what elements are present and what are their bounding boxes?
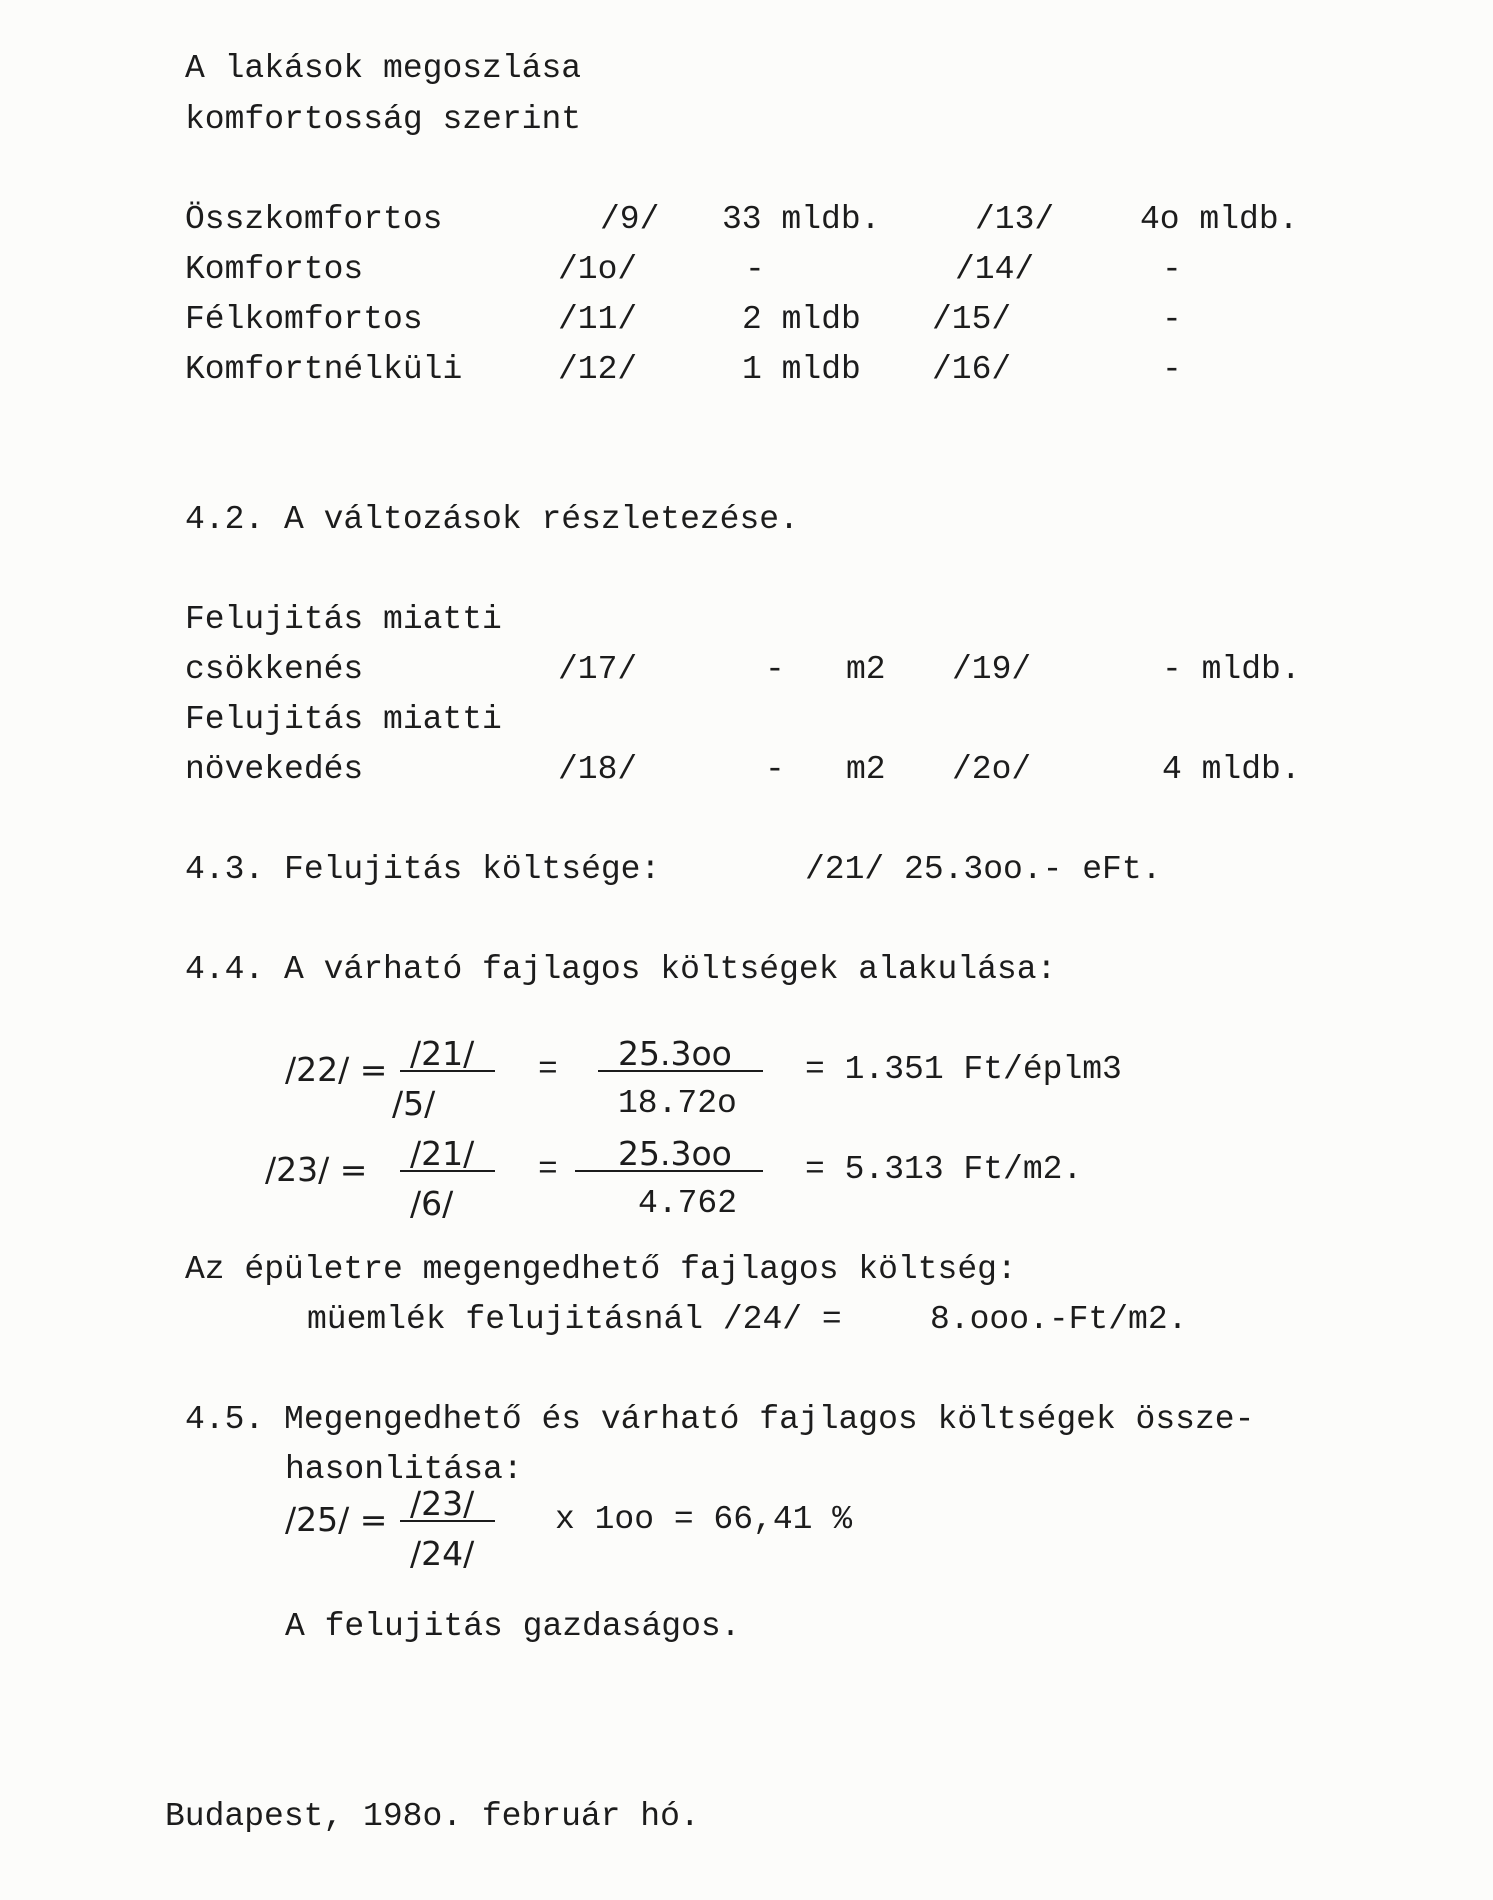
fraction-bar [575, 1170, 763, 1172]
table-row-label: Komfortnélküli [185, 351, 463, 388]
fraction-bar [598, 1070, 763, 1072]
section-4-4-title: 4.4. A várható fajlagos költségek alakulása: [185, 951, 1057, 988]
fraction-bar [400, 1070, 495, 1072]
formula-denominator: /24/ [410, 1534, 475, 1573]
change-row-2-code-a: /18/ [558, 751, 638, 788]
place-and-date: Budapest, 198o. február hó. [165, 1798, 700, 1835]
change-row-2-label-2: növekedés [185, 751, 364, 788]
table-row-value-a: 1 mldb [742, 351, 861, 388]
change-row-1-unit-a: m2 [846, 651, 886, 688]
formula-lhs: /25/ = [285, 1500, 388, 1539]
formula-result: = 1.351 Ft/éplm3 [805, 1051, 1122, 1088]
table-row-code-a: /11/ [558, 301, 638, 338]
change-row-1-code-b: /19/ [952, 651, 1032, 688]
table-row-code-a: /9/ [600, 201, 660, 238]
change-row-1-label-1: Felujitás miatti [185, 601, 502, 638]
section-4-3-title: 4.3. Felujitás költsége: [185, 851, 661, 888]
section-4-5-title-cont: hasonlitása: [285, 1451, 523, 1488]
renovation-cost-value: /21/ 25.3oo.- eFt. [805, 851, 1162, 888]
table-row-value-b: - [1162, 251, 1182, 288]
formula-denominator: /6/ [410, 1184, 454, 1223]
table-row-value-b: - [1162, 301, 1182, 338]
table-row-code-a: /12/ [558, 351, 638, 388]
table-row-code-b: /13/ [975, 201, 1055, 238]
change-row-2-unit-a: m2 [846, 751, 886, 788]
table-row-value-a: 33 mldb. [722, 201, 881, 238]
formula-numerator: /21/ [410, 1134, 475, 1173]
formula-denominator-value: 18.72o [618, 1085, 737, 1122]
section-4-5-title: 4.5. Megengedhető és várható fajlagos költségek össze- [185, 1401, 1255, 1438]
formula-numerator-value: 25.3oo [618, 1134, 732, 1173]
table-row-value-b: - [1162, 351, 1182, 388]
table-row-value-a: 2 mldb [742, 301, 861, 338]
formula-lhs: /23/ = [265, 1150, 368, 1189]
change-row-1-value-b: - mldb. [1162, 651, 1301, 688]
formula-result: = 5.313 Ft/m2. [805, 1151, 1083, 1188]
table-row-code-b: /15/ [932, 301, 1012, 338]
change-row-2-value-a: - [765, 751, 785, 788]
conclusion-text: A felujitás gazdaságos. [285, 1608, 741, 1645]
allowed-cost-line-2: müemlék felujitásnál /24/ = [307, 1301, 842, 1338]
fraction-bar [400, 1170, 495, 1172]
table-row-value-b: 4o mldb. [1140, 201, 1299, 238]
change-row-1-value-a: - [765, 651, 785, 688]
table-row-code-b: /14/ [955, 251, 1035, 288]
table-row-code-b: /16/ [932, 351, 1012, 388]
formula-denominator: /5/ [392, 1084, 436, 1123]
change-row-1-code-a: /17/ [558, 651, 638, 688]
section-4-2-title: 4.2. A változások részletezése. [185, 501, 799, 538]
table-row-label: Komfortos [185, 251, 364, 288]
formula-numerator: /23/ [410, 1484, 475, 1523]
change-row-1-label-2: csökkenés [185, 651, 364, 688]
formula-denominator-value: 4.762 [638, 1185, 738, 1222]
formula-lhs: /22/ = [285, 1050, 388, 1089]
heading-line-2: komfortosság szerint [185, 101, 582, 138]
formula-equals: = [538, 1051, 558, 1088]
change-row-2-label-1: Felujitás miatti [185, 701, 502, 738]
table-row-value-a: - [745, 251, 765, 288]
formula-result: x 1oo = 66,41 % [555, 1501, 853, 1538]
formula-equals: = [538, 1151, 558, 1188]
heading-line-1: A lakások megoszlása [185, 50, 582, 87]
formula-numerator-value: 25.3oo [618, 1034, 732, 1073]
table-row-label: Félkomfortos [185, 301, 423, 338]
change-row-2-code-b: /2o/ [952, 751, 1032, 788]
formula-numerator: /21/ [410, 1034, 475, 1073]
allowed-cost-value: 8.ooo.-Ft/m2. [930, 1301, 1188, 1338]
table-row-label: Összkomfortos [185, 201, 443, 238]
table-row-code-a: /1o/ [558, 251, 638, 288]
change-row-2-value-b: 4 mldb. [1162, 751, 1301, 788]
allowed-cost-line-1: Az épületre megengedhető fajlagos költség: [185, 1251, 1017, 1288]
fraction-bar [400, 1520, 495, 1522]
